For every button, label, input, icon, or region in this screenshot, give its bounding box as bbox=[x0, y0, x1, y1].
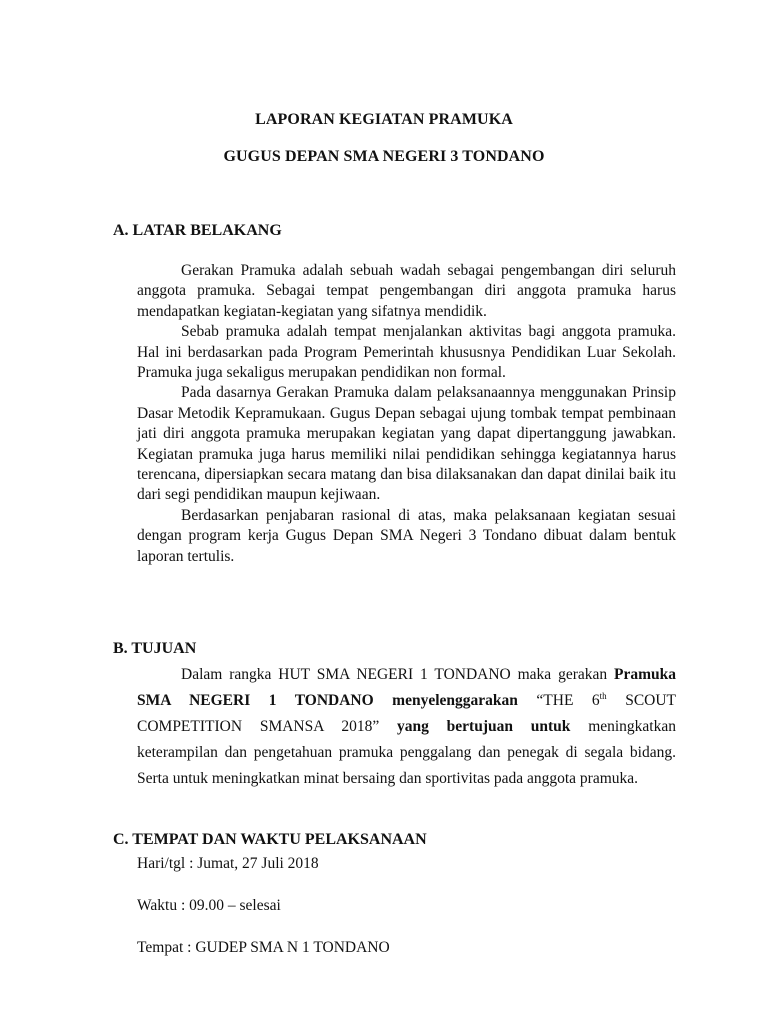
paragraph: Gerakan Pramuka adalah sebuah wadah sebagai pengembangan diri seluruh anggota pramuka. Sebagai tempat pengembangan diri anggota pramuka harus mendapatkan kegiatan-kegiatan yang sifatnya mendidik. bbox=[137, 262, 676, 320]
purpose-text-5: yang bertujuan untuk bbox=[397, 718, 571, 735]
paragraph bbox=[137, 662, 676, 792]
purpose-text-2: Pramuka SMA NEGERI 1 TONDANO menyelenggarakan bbox=[137, 666, 677, 709]
section-c-heading: C. TEMPAT DAN WAKTU PELAKSANAAN bbox=[113, 831, 427, 848]
section-a-body bbox=[137, 261, 676, 567]
ordinal-suffix: th bbox=[599, 690, 607, 701]
date-line: Hari/tgl : Jumat, 27 Juli 2018 bbox=[137, 855, 319, 872]
section-b-body bbox=[137, 662, 676, 792]
section-b-heading: B. TUJUAN bbox=[113, 640, 197, 657]
time-line: Waktu : 09.00 – selesai bbox=[137, 897, 281, 914]
document-subtitle: GUGUS DEPAN SMA NEGERI 3 TONDANO bbox=[223, 148, 545, 165]
purpose-text-3: “THE 6 bbox=[536, 692, 600, 709]
document-title: LAPORAN KEGIATAN PRAMUKA bbox=[255, 111, 513, 128]
section-a-heading: A. LATAR BELAKANG bbox=[113, 222, 282, 239]
paragraph: Sebab pramuka adalah tempat menjalankan aktivitas bagi anggota pramuka. Hal ini berdasarkan pada Program Pemerintah khususnya Pendidikan Luar Sekolah. Pramuka juga sekaligus merupakan pendidikan non formal. bbox=[137, 323, 676, 382]
purpose-text-4: SCOUT COMPETITION SMANSA 2018” bbox=[137, 692, 677, 735]
purpose-text-1: Dalam rangka HUT SMA NEGERI 1 TONDANO maka gerakan bbox=[181, 666, 608, 683]
paragraph: Pada dasarnya Gerakan Pramuka dalam pelaksanaannya menggunakan Prinsip Dasar Metodik Kepramukaan. Gugus Depan sebagai ujung tombak tempat pembinaan jati diri anggota pramuka merupakan kegiatan yang dapat dipertanggung jawabkan. Kegiatan pramuka juga harus memiliki nilai pendidikan sehingga kegiatannya harus terencana, dipersiapkan secara matang dan bisa dilaksanakan dan dapat dinilai baik itu dari segi pendidikan maupun kejiwaan. bbox=[137, 384, 676, 504]
purpose-text-6: meningkatkan keterampilan dan pengetahuan pramuka penggalang dan penegak di segala bidang. Serta untuk meningkatkan minat bersaing dan sportivitas pada anggota pramuka. bbox=[137, 718, 676, 787]
place-line: Tempat : GUDEP SMA N 1 TONDANO bbox=[137, 939, 390, 956]
paragraph: Berdasarkan penjabaran rasional di atas, maka pelaksanaan kegiatan sesuai dengan program kerja Gugus Depan SMA Negeri 3 Tondano dibuat dalam bentuk laporan tertulis. bbox=[137, 506, 676, 565]
